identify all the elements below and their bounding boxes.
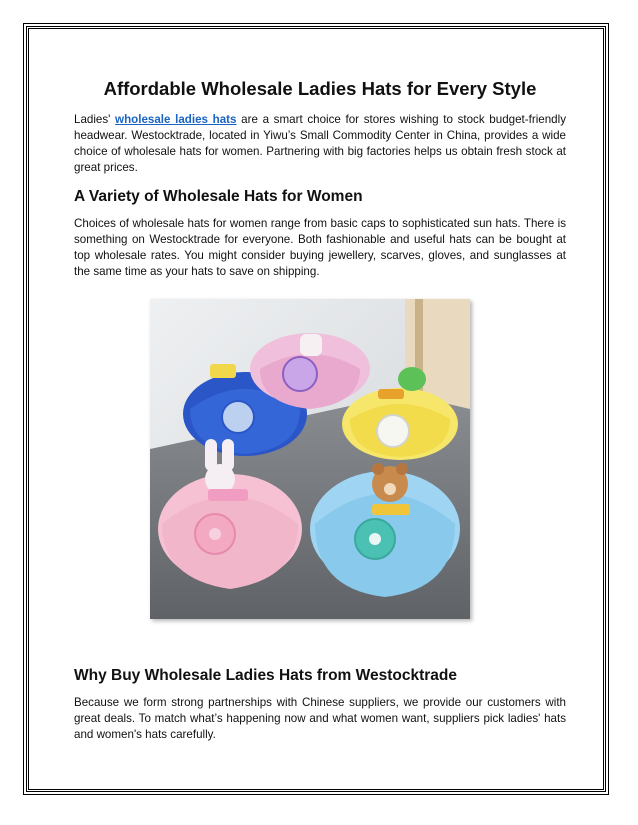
section-body-why-buy: Because we form strong partnerships with Chinese suppliers, we provide our customers with great deals. To match what’s happening now and what women want, suppliers pick ladies' hats and women's hats carefully. bbox=[74, 696, 566, 741]
intro-paragraph bbox=[74, 112, 566, 176]
document-content bbox=[74, 68, 566, 288]
page-title: Affordable Wholesale Ladies Hats for Every Style bbox=[103, 78, 537, 99]
wholesale-ladies-hats-link[interactable]: wholesale ladies hats bbox=[115, 113, 237, 126]
section-body-variety: Choices of wholesale hats for women range from basic caps to sophisticated sun hats. There is something on Westocktrade for everyone. Both fashionable and useful hats can be bought at top wholesale rates. You might consider buying jewellery, scarves, gloves, and sunglasses at the same time as your hats to save on shipping. bbox=[74, 217, 566, 278]
intro-prefix: Ladies' bbox=[74, 113, 116, 126]
section-heading-variety: A Variety of Wholesale Hats for Women bbox=[74, 188, 363, 205]
product-photo-fan-visor-hats bbox=[150, 299, 470, 619]
section-why-buy bbox=[74, 655, 566, 751]
intro-suffix: are a smart choice for stores wishing to stock budget-friendly headwear. Westocktrade, located in Yiwu’s Small Commodity Center in China, provides a wide choice of wholesale hats for women. Partnering with big factories helps us obtain fresh stock at great prices. bbox=[74, 113, 566, 174]
section-heading-why-buy: Why Buy Wholesale Ladies Hats from Westocktrade bbox=[74, 667, 458, 684]
